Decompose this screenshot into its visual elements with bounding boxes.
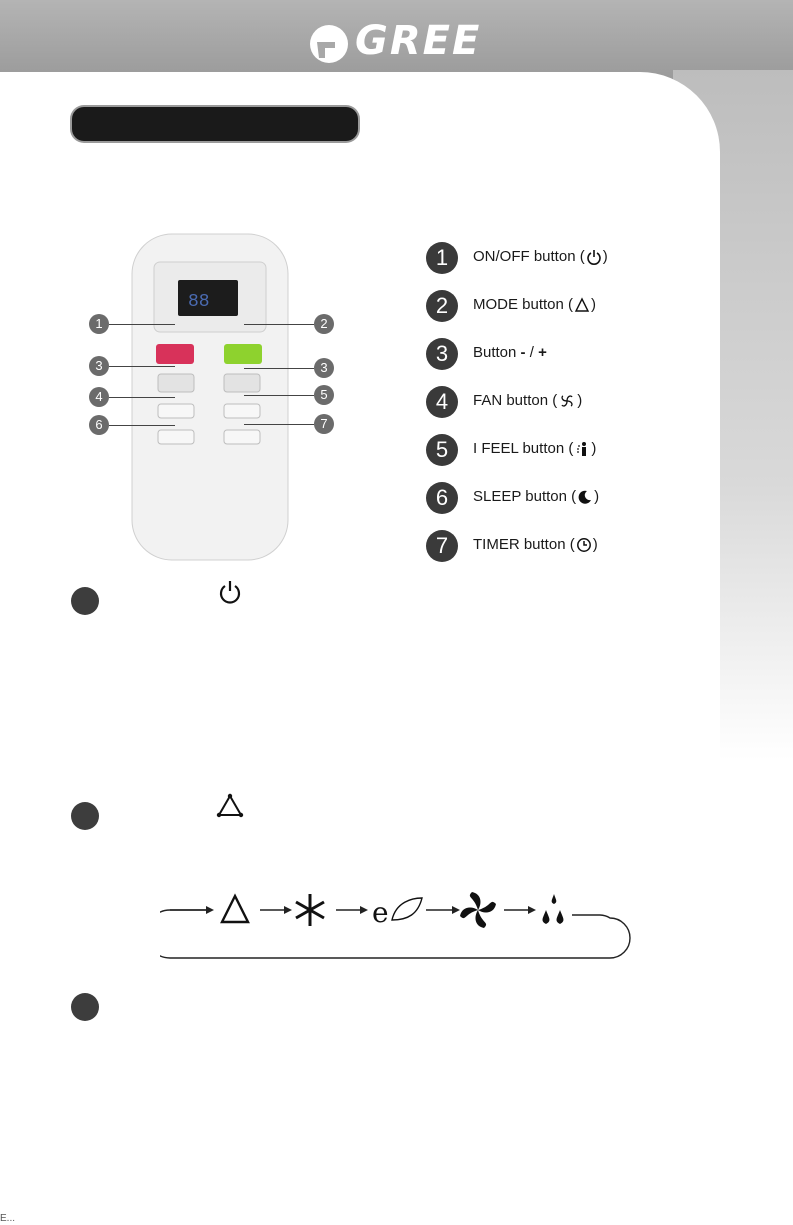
legend-close: ) (594, 488, 600, 505)
legend-label (473, 248, 608, 265)
callout-4: 4 (89, 387, 109, 407)
legend-label (473, 392, 582, 410)
callout-line (109, 324, 175, 325)
callout-line (244, 424, 314, 425)
section-bullet (71, 993, 99, 1021)
callout-2: 2 (314, 314, 334, 334)
callout-3-left: 3 (89, 356, 109, 376)
legend-label (473, 536, 598, 553)
legend-text: SLEEP button ( (473, 488, 577, 505)
legend-label (473, 344, 547, 361)
cool-snowflake-icon (296, 894, 324, 926)
callout-7: 7 (314, 414, 334, 434)
power-icon (218, 580, 242, 604)
legend-label (473, 440, 596, 457)
legend-text: FAN button ( (473, 392, 558, 409)
legend-close: ) (591, 296, 597, 313)
legend-close: ) (602, 248, 608, 265)
brand-name: GREE (355, 18, 482, 64)
legend-number: 7 (426, 530, 458, 562)
legend-close: ) (591, 440, 597, 457)
page-footer: E... (0, 1213, 16, 1224)
legend-number: 1 (426, 242, 458, 274)
legend-text: MODE button ( (473, 296, 574, 313)
slash-symbol: / (525, 344, 539, 361)
power-icon (586, 249, 602, 265)
section-title-bar (72, 107, 358, 141)
legend-number: 4 (426, 386, 458, 418)
sleep-icon (577, 489, 593, 505)
callout-line (244, 368, 314, 369)
fan-icon (558, 392, 576, 410)
legend-text: I FEEL button ( (473, 440, 574, 457)
section-bullet (71, 802, 99, 830)
mode-triangle-icon (574, 297, 590, 313)
svg-text:e: e (372, 896, 389, 929)
dry-drops-icon (543, 894, 564, 924)
legend-label (473, 488, 599, 505)
plus-symbol: + (538, 344, 547, 361)
content-sheet (0, 72, 720, 1225)
legend-text: Button (473, 344, 521, 361)
minus-symbol: - (520, 344, 526, 361)
page-header (0, 0, 793, 80)
svg-text:88: 88 (188, 292, 210, 312)
legend-text: ON/OFF button ( (473, 248, 585, 265)
callout-1: 1 (89, 314, 109, 334)
legend-label (473, 296, 596, 313)
callout-3-right: 3 (314, 358, 334, 378)
callout-line (109, 366, 175, 367)
legend-number: 3 (426, 338, 458, 370)
gree-logo-mark-icon (307, 22, 351, 66)
callout-6: 6 (89, 415, 109, 435)
legend-text: TIMER button ( (473, 536, 575, 553)
auto-icon (222, 896, 248, 922)
callout-line (244, 395, 314, 396)
i-feel-icon (574, 441, 590, 457)
legend-close: ) (592, 536, 598, 553)
legend-number: 2 (426, 290, 458, 322)
eco-leaf-icon (372, 896, 422, 929)
mode-triangle-icon (216, 793, 244, 819)
mode-cycle-diagram (160, 890, 632, 972)
callout-line (244, 324, 314, 325)
callout-line (109, 397, 175, 398)
timer-icon (576, 537, 592, 553)
fan-blades-icon (460, 892, 496, 928)
section-bullet (71, 587, 99, 615)
legend-number: 6 (426, 482, 458, 514)
callout-5: 5 (314, 385, 334, 405)
legend-close: ) (577, 392, 583, 409)
callout-line (109, 425, 175, 426)
gree-logo (305, 12, 495, 68)
legend-number: 5 (426, 434, 458, 466)
